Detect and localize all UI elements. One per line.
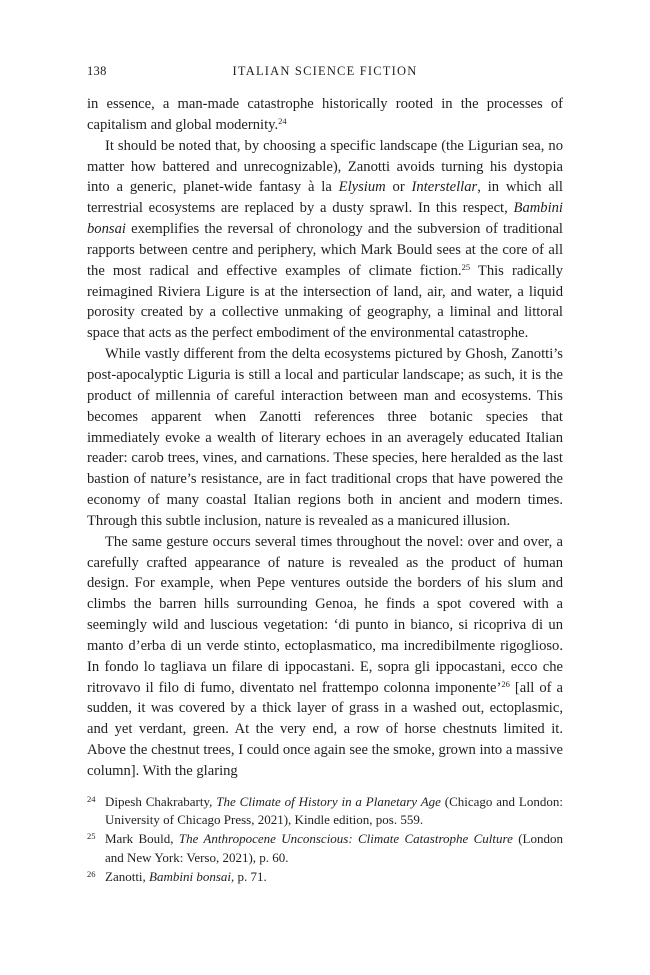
footnote-ref-25: 25 [461,261,471,272]
footnote-ref-26: 26 [501,678,510,689]
film-title: Interstellar [411,179,478,196]
footnote-25: 25 Mark Bould, The Anthropocene Unconscious: Climate Catastrophe Culture (London and New York: Verso, 2021), p. 60. [87,831,563,865]
page-number: 138 [87,64,107,78]
footnote-number: 25 [87,831,96,842]
body-text [87,94,563,782]
paragraph-3: While vastly different from the delta ecosystems pictured by Ghosh, Zanotti’s post-apocalyptic Liguria is still a local and particular landscape; as such, it is the product of millennia of careful interaction between man and ecosystems. This becomes apparent when Zanotti references three botanic species that immediately evoke a wealth of literary echoes in an averagely educated Italian reader: carob trees, vines, and carnations. These species, here heralded as the last bastion of nature’s resistance, are in fact traditional crops that have powered the economy of many coastal Italian regions both in ancient and modern times. Through this subtle inclusion, nature is revealed as a manicured illusion. [87,346,563,529]
book-title: The Climate of History in a Planetary Age [216,794,441,809]
paragraph-2: It should be noted that, by choosing a specific landscape (the Ligurian sea, no matter how battered and unrecognizable), Zanotti avoids turning his dystopia into a generic, planet-wide fantasy à la Elysium or Interstellar, in which all terrestrial ecosystems are replaced by a dusty sprawl. In this respect, Bambini bonsai exemplifies the reversal of chronology and the subversion of traditional rapports between centre and periphery, which Mark Bould sees at the core of all the most radical and effective examples of climate fiction.$^{25}$ This radically reimagined Riviera Ligure is at the intersection of land, air, and water, a liquid porosity created by a collective unmaking of geography, a liminal and littoral space that acts as the perfect embodiment of the environmental catastrophe. [87,137,564,342]
footnotes [87,793,563,887]
film-title: Elysium [338,179,386,196]
footnote-ref-24: 24 [278,115,287,126]
paragraph-1: in essence, a man-made catastrophe historically rooted in the processes of capitalism and global modernity.$^{24}$ [87,96,563,133]
footnote-number: 24 [87,794,96,804]
page-header [87,64,563,82]
book-title: Bambini bonsai [149,868,232,884]
footnote-24: 24 Dipesh Chakrabarty, The Climate of History in a Planetary Age (Chicago and London: University of Chicago Press, 2021), Kindle edition, pos. 559. [87,794,563,828]
footnote-number: 26 [87,868,96,879]
running-head: ITALIAN SCIENCE FICTION [232,64,418,78]
book-title: The Anthropocene Unconscious: Climate Catastrophe Culture [178,831,513,847]
footnote-26: 26 Zanotti, Bambini bonsai, p. 71. [87,868,267,884]
book-title: Bambini bonsai [87,200,563,238]
paragraph-4: The same gesture occurs several times throughout the novel: over and over, a carefully crafted appearance of nature is revealed as the product of human design. For example, when Pepe ventures outside the borders of his slum and climbs the barren hills surrounding Genoa, he finds a spot covered with a seemingly wild and luscious vegetation: ‘di punto in bianco, si ricopriva di un manto d’erba di un verde stinto, ectoplasmatico, ma incredibilmente rigoglioso. In fondo lo tagliava un filare di ippocastani. E, sopra gli ippocastani, ecco che ritrovavo il filo di fumo, diventato nel frattempo colonna imponente’$^{26}$ [all of a sudden, it was covered by a thick layer of grass in a washed out, ectoplasmic, and yet verdant, green. At the very end, a row of horse chestnuts limited it. Above the chestnut trees, I could once again see the smoke, grown into a massive column]. With the glaring [87,533,563,779]
